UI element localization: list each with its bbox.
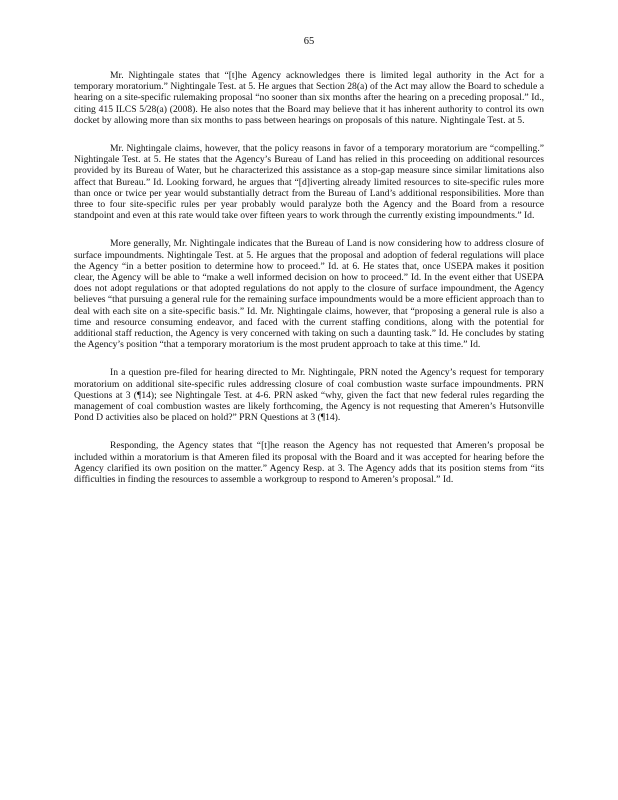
page-number: 65 — [303, 36, 315, 47]
document-body — [74, 70, 544, 502]
paragraph-1: Mr. Nightingale states that “[t]he Agency acknowledges there is limited legal authority in the Act for a temporary moratorium.” Nightingale Test. at 5. He argues that Section 28(a) of the Act may allow the Board to schedule a hearing on a site-specific rulemaking proposal “no sooner than six months after the hearing on a preceding proposal.” Id., citing 415 ILCS 5/28(a) (2008). He also notes that the Board may believe that it has inherent authority to control its own docket by allowing more than six months to pass between hearings on proposals of this nature. Nightingale Test. at 5. — [74, 70, 544, 126]
paragraph-3: More generally, Mr. Nightingale indicates that the Bureau of Land is now considering how to address closure of surface impoundments. Nightingale Test. at 5. He argues that the proposal and adoption of federal regulations will place the Agency “in a better position to determine how to proceed.” Id. at 6. He states that, once USEPA makes it position clear, the Agency will be able to “make a well informed decision on how to proceed.” Id. In the event either that USEPA does not adopt regulations or that adopted regulations do not apply to the closure of surface impoundment, the Agency believes “that pursuing a general rule for the remaining surface impoundments would be a more efficient approach than to deal with each site on a site-specific basis.” Id. Mr. Nightingale claims, however, that “proposing a general rule is also a time and resource consuming endeavor, and faced with the current staffing conditions, along with the potential for additional staff reduction, the Agency is very concerned with taking on such a daunting task.” Id. He concludes by stating the Agency’s position “that a temporary moratorium is the most prudent approach to take at this time.” Id. — [74, 238, 544, 351]
paragraph-2: Mr. Nightingale claims, however, that the policy reasons in favor of a temporary moratorium are “compelling.” Nightingale Test. at 5. He states that the Agency’s Bureau of Land has relied in this proceeding on additional resources provided by its Bureau of Water, but he characterized this assistance as a stop-gap measure since similar limitations also affect that Bureau.” Id. Looking forward, he argues that “[d]iverting already limited resources to site-specific rules more than once or twice per year would substantially detract from the Bureau of Land’s additional responsibilities. More than three to four site-specific rules per year probably would paralyze both the Agency and the Board from a resource standpoint and even at this rate would take over fifteen years to work through the currently existing impoundments.” Id. — [74, 143, 544, 222]
paragraph-4: In a question pre-filed for hearing directed to Mr. Nightingale, PRN noted the Agency’s request for temporary moratorium on additional site-specific rules addressing closure of coal combustion waste surface impoundments. PRN Questions at 3 (¶14); see Nightingale Test. at 4-6. PRN asked “why, given the fact that new federal rules regarding the management of coal combustion wastes are likely forthcoming, the Agency is not requesting that Ameren’s Hutsonville Pond D activities also be placed on hold?” PRN Questions at 3 (¶14). — [74, 367, 544, 424]
paragraph-5: Responding, the Agency states that “[t]he reason the Agency has not requested that Ameren’s proposal be included within a moratorium is that Ameren filed its proposal with the Board and it was accepted for hearing before the Agency clarified its own position on the matter.” Agency Resp. at 3. The Agency adds that its position stems from “its difficulties in finding the resources to assemble a workgroup to respond to Ameren’s proposal.” Id. — [74, 440, 544, 486]
